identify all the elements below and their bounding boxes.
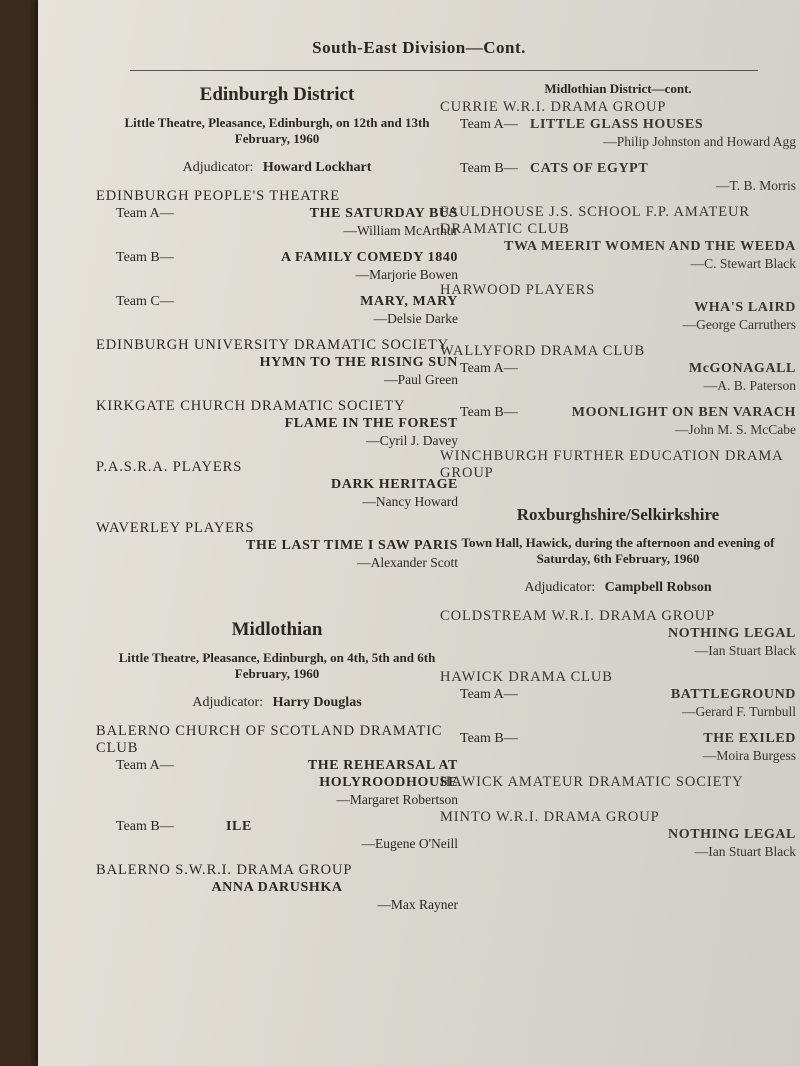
edinburgh-adjudicator [96,159,458,176]
midlothian-venue: Little Theatre, Pleasance, Edinburgh, on 4th, 5th and 6th February, 1960 [118,650,436,681]
adjudicator-label: Adjudicator: [192,695,264,710]
entry [440,826,796,860]
entry [96,757,458,808]
adjudicator-label: Adjudicator: [524,580,596,595]
play-title: CATS OF EGYPT [530,161,649,176]
play-author: —C. Stewart Black [690,256,796,271]
play-author: —Delsie Darke [373,311,458,326]
entry [440,686,796,720]
org-name: HAWICK AMATEUR DRAMATIC SOCIETY [440,774,744,790]
play-title: DARK HERITAGE [331,477,458,492]
entry [440,238,796,272]
team-label: Team A— [116,758,174,773]
org-name: CURRIE W.R.I. DRAMA GROUP [440,99,667,115]
org-name: HAWICK DRAMA CLUB [440,669,613,685]
header-rule [130,70,758,71]
roxburghshire-adjudicator [440,579,796,596]
entry [440,160,796,194]
midlothian-cont-title: Midlothian District—cont. [544,81,692,96]
team-label: Team C— [116,294,174,309]
team-label: Team A— [460,361,518,376]
org-name: MINTO W.R.I. DRAMA GROUP [440,809,660,825]
edinburgh-district-title: Edinburgh District [199,84,355,105]
play-author: —Ian Stuart Black [694,844,796,859]
team-label: Team B— [460,731,518,746]
page-header: South-East Division—Cont. [312,38,526,57]
org-name: WALLYFORD DRAMA CLUB [440,343,646,359]
entry [96,879,458,913]
play-author: —Alexander Scott [357,555,458,570]
entry [96,476,458,510]
play-author: —Margaret Robertson [336,792,458,807]
org-name: EDINBURGH PEOPLE'S THEATRE [96,188,341,204]
midlothian-title: Midlothian [231,619,323,640]
team-label: Team A— [460,117,518,132]
entry [96,293,458,327]
entry [96,818,458,852]
team-label: Team B— [460,161,518,176]
play-author: —Philip Johnston and Howard Agg [603,134,796,149]
org-name: KIRKGATE CHURCH DRAMATIC SOCIETY [96,398,406,414]
team-label: Team B— [460,405,518,420]
entry [440,404,796,438]
team-label: Team B— [116,250,174,265]
entry [440,360,796,394]
program-page [38,0,800,1066]
roxburghshire-title: Roxburghshire/Selkirkshire [516,505,720,524]
play-author: —Ian Stuart Black [694,643,796,658]
org-name: BALERNO S.W.R.I. DRAMA GROUP [96,862,353,878]
play-author: —Gerard F. Turnbull [681,704,796,719]
play-author: —Moira Burgess [702,748,796,763]
org-name: WAVERLEY PLAYERS [96,520,255,536]
right-column [440,80,796,870]
entry [96,354,458,388]
play-title: MOONLIGHT ON BEN VARACH [571,405,796,420]
entry [440,730,796,764]
left-column [96,80,458,923]
org-name: P.A.S.R.A. PLAYERS [96,459,243,475]
adjudicator-name: Harry Douglas [272,695,362,710]
entry [440,299,796,333]
play-author: —William McArthur [343,223,458,238]
play-title: LITTLE GLASS HOUSES [530,117,704,132]
play-title: ANNA DARUSHKA [211,880,343,895]
play-author: —A. B. Paterson [703,378,796,393]
entry [96,537,458,571]
play-author: —Paul Green [384,372,458,387]
org-name: EDINBURGH UNIVERSITY DRAMATIC SOCIETY [96,337,449,353]
entry [96,205,458,239]
entry [440,116,796,150]
play-title: FLAME IN THE FOREST [284,416,458,431]
midlothian-adjudicator [96,694,458,711]
play-author: —George Carruthers [682,317,796,332]
play-title: THE LAST TIME I SAW PARIS [246,538,458,553]
play-title: THE REHEARSAL AT HOLYROODHOUSE [307,758,458,790]
play-title: NOTHING LEGAL [668,827,796,842]
play-author: —Nancy Howard [362,494,458,509]
entry [96,415,458,449]
play-author: —John M. S. McCabe [674,422,796,437]
adjudicator-label: Adjudicator: [182,160,254,175]
org-name: BALERNO CHURCH OF SCOTLAND DRAMATIC CLUB [96,723,443,756]
entry [440,625,796,659]
play-title: ILE [226,819,252,834]
roxburghshire-venue: Town Hall, Hawick, during the afternoon and evening of Saturday, 6th February, 1960 [461,535,775,566]
play-title: NOTHING LEGAL [668,626,796,641]
edinburgh-venue: Little Theatre, Pleasance, Edinburgh, on 12th and 13th February, 1960 [124,115,430,146]
play-author: —Cyril J. Davey [366,433,458,448]
org-name: FAULDHOUSE J.S. SCHOOL F.P. AMATEUR DRAMATIC CLUB [440,204,750,237]
play-author: —T. B. Morris [716,178,796,193]
entry [96,249,458,283]
play-author: —Eugene O'Neill [361,836,458,851]
play-title: BATTLEGROUND [670,687,796,702]
play-title: HYMN TO THE RISING SUN [259,355,458,370]
adjudicator-name: Howard Lockhart [262,160,372,175]
adjudicator-name: Campbell Robson [604,580,712,595]
play-title: WHA'S LAIRD [694,300,796,315]
play-title: TWA MEERIT WOMEN AND THE WEEDA [504,239,796,254]
play-title: THE EXILED [703,731,796,746]
team-label: Team A— [116,206,174,221]
org-name: HARWOOD PLAYERS [440,282,596,298]
play-author: —Max Rayner [377,897,458,912]
play-title: McGONAGALL [688,361,796,376]
team-label: Team A— [460,687,518,702]
play-author: —Marjorie Bowen [355,267,458,282]
org-name: COLDSTREAM W.R.I. DRAMA GROUP [440,608,716,624]
play-title: MARY, MARY [360,294,458,309]
play-title: THE SATURDAY BUS [309,206,458,221]
team-label: Team B— [116,819,174,834]
org-name: WINCHBURGH FURTHER EDUCATION DRAMA GROUP [440,448,783,481]
play-title: A FAMILY COMEDY 1840 [280,250,458,265]
